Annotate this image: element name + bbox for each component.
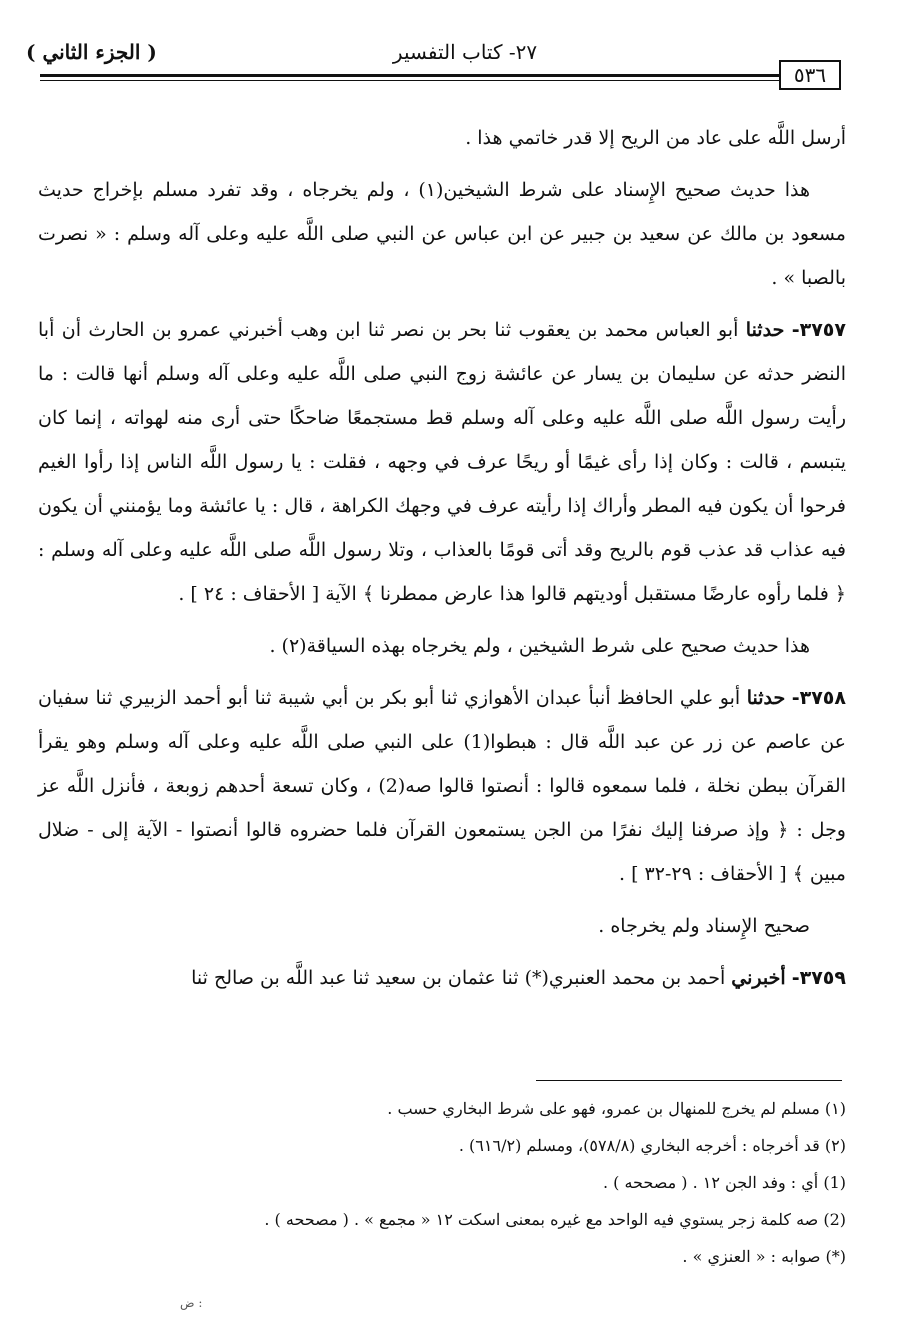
paragraph — [38, 624, 846, 668]
paragraph-text: أبو العباس محمد بن يعقوب ثنا بحر بن نصر ثنا ابن وهب أخبرني عمرو بن الحارث أن أبا النضر حدثه عن سليمان بن يسار عن عائشة زوج النبي صلى اللَّه عليه وعلى آله وسلم أنها قالت : ما رأيت رسول اللَّه صلى اللَّه عليه وعلى آله وسلم قط مستجمعًا ضاحكًا حتى أرى منه لهواته ، إنما كان يتبسم ، قالت : وكان إذا رأى غيمًا أو ريحًا عرف في وجهه ، فقلت : يا رسول اللَّه الناس إذا رأوا الغيم فرحوا أن يكون فيه المطر وأراك إذا رأيته عرف في وجهك الكراهة ، قال : يا عائشة وما يؤمنني أن يكون فيه عذاب قد عذب قوم بالريح وقد أتى قومًا بالعذاب ، وتلا رسول اللَّه صلى اللَّه عليه وعلى آله وسلم : ﴿ فلما رأوه عارضًا مستقبل أوديتهم قالوا هذا عارض ممطرنا ﴾ الآية [ الأحقاف : ٢٤ ] . — [38, 319, 846, 605]
page-number: ٥٣٦ — [779, 60, 841, 90]
footnote: (2) صه كلمة زجر يستوي فيه الواحد مع غيره بمعنى اسكت ١٢ « مجمع » . ( مصححه ) . — [264, 1210, 846, 1229]
book-title: ٢٧- كتاب التفسير — [392, 40, 538, 64]
footnote: (٢) قد أخرجاه : أخرجه البخاري (٥٧٨/٨)، ومسلم (٦١٦/٢) . — [458, 1136, 846, 1155]
hadith-paragraph — [38, 308, 846, 616]
paragraph-text: صحيح الإِسناد ولم يخرجاه . — [598, 915, 810, 937]
paragraph — [38, 168, 846, 300]
footnote: (١) مسلم لم يخرج للمنهال بن عمرو، فهو على شرط البخاري حسب . — [387, 1099, 846, 1118]
header-rule — [40, 74, 780, 77]
hadith-number: ٣٧٥٩- — [791, 967, 846, 989]
hadith-lead: أخبرني — [731, 967, 786, 989]
paragraph-text: هذا حديث صحيح على شرط الشيخين ، ولم يخرجاه بهذه السياقة(٢) . — [269, 635, 810, 657]
paragraph-text: أحمد بن محمد العنبري(*) ثنا عثمان بن سعيد ثنا عبد اللَّه بن صالح ثنا — [191, 967, 726, 989]
footnote: (1) أي : وفد الجن ١٢ . ( مصححه ) . — [602, 1173, 846, 1192]
hadith-lead: حدثنا — [746, 687, 786, 709]
paragraph-text: أبو علي الحافظ أنبأ عبدان الأهوازي ثنا أبو بكر بن أبي شيبة ثنا أبو أحمد الزبيري ثنا سفيان عن عاصم عن زر عن عبد اللَّه قال : هبطوا(1) على النبي صلى اللَّه عليه وعلى آله وسلم وهو يقرأ القرآن ببطن نخلة ، فلما سمعوه قالوا : أنصتوا قالوا صه(2) ، وكان تسعة أحدهم زوبعة ، فأنزل اللَّه عز وجل : ﴿ وإذ صرفنا إليك نفرًا من الجن يستمعون القرآن فلما حضروه قالوا أنصتوا - الآية إلى - ضلال مبين ﴾ [ الأحقاف : ٢٩-٣٢ ] . — [38, 687, 846, 885]
hadith-lead: حدثنا — [745, 319, 785, 341]
volume-label: ( الجزء الثاني ) — [26, 40, 157, 64]
main-text — [38, 116, 846, 1008]
paragraph — [38, 116, 846, 160]
footnote: (*) صوابه : « العنزي » . — [682, 1247, 846, 1266]
paragraph-text: أرسل اللَّه على عاد من الريح إلا قدر خاتمي هذا . — [465, 127, 846, 149]
paragraph-text: هذا حديث صحيح الإِسناد على شرط الشيخين(١) ، ولم يخرجاه ، وقد تفرد مسلم بإخراج حديث مسعود بن مالك عن سعيد بن جبير عن ابن عباس عن النبي صلى اللَّه عليه وعلى آله وسلم : « نصرت بالصبا » . — [38, 179, 846, 289]
footnote-separator — [536, 1080, 842, 1081]
hadith-number: ٣٧٥٧- — [791, 319, 846, 341]
header-rule-thin — [40, 80, 780, 81]
footnotes — [40, 1090, 846, 1275]
hadith-paragraph — [38, 676, 846, 896]
hadith-number: ٣٧٥٨- — [791, 687, 846, 709]
paragraph — [38, 904, 846, 948]
hadith-paragraph — [38, 956, 846, 1000]
stray-mark: ض : — [180, 1296, 203, 1310]
